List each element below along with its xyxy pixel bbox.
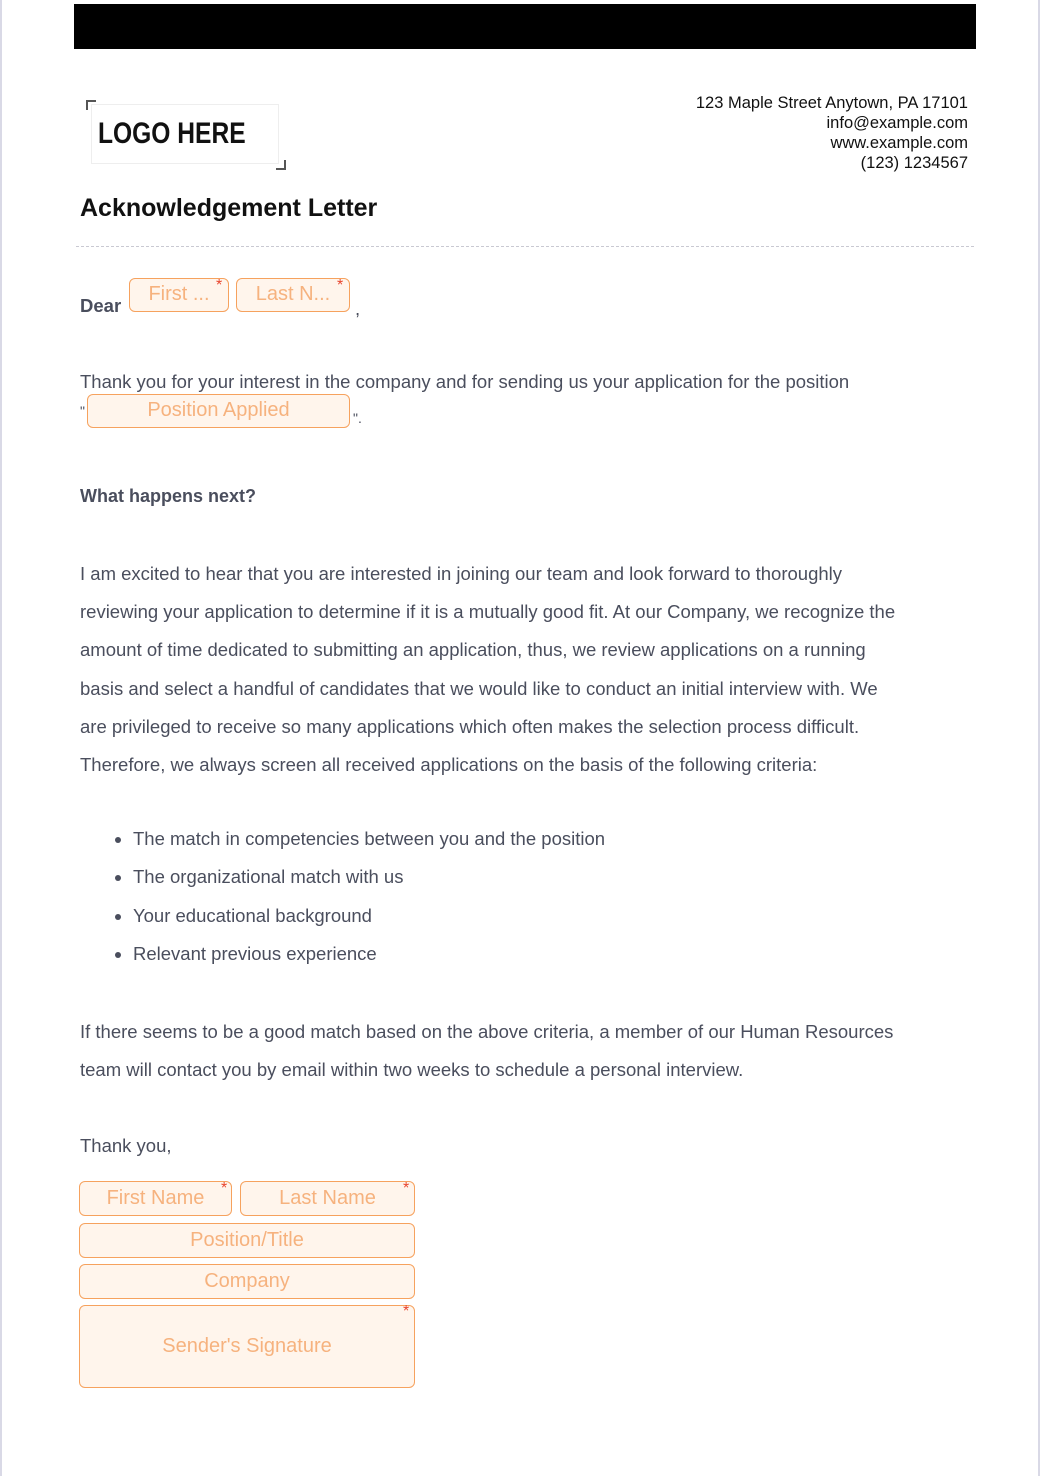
logo-text: LOGO HERE — [98, 117, 246, 150]
criteria-item: • Relevant previous experience — [133, 935, 605, 973]
recipient-first-name-field[interactable]: First ... — [129, 278, 229, 312]
required-marker: * — [216, 277, 223, 294]
paragraph-line: amount of time dedicated to submitting an application, thus, we review applications on a running — [80, 639, 866, 661]
paragraph-line: reviewing your application to determine if it is a mutually good fit. At our Company, we recognize the — [80, 601, 896, 623]
sender-last-name-field[interactable]: Last Name — [240, 1181, 415, 1216]
recipient-last-name-field[interactable]: Last N... — [236, 278, 350, 312]
closing-paragraph — [80, 1013, 970, 1089]
required-marker: * — [221, 1180, 228, 1197]
greeting-dear: Dear — [80, 295, 122, 316]
criteria-item: • The organizational match with us — [133, 858, 605, 896]
sender-first-name-field[interactable]: First Name — [79, 1181, 232, 1216]
paragraph-line: team will contact you by email within two weeks to schedule a personal interview. — [80, 1059, 744, 1081]
logo-placeholder[interactable] — [86, 100, 286, 170]
paragraph-line: basis and select a handful of candidates that we would like to conduct an initial interview with. We — [80, 677, 878, 699]
main-paragraph — [80, 555, 970, 784]
next-heading: What happens next? — [80, 486, 257, 506]
paragraph-line: If there seems to be a good match based on the above criteria, a member of our Human Resources — [80, 1021, 894, 1042]
paragraph-line: I am excited to hear that you are interested in joining our team and look forward to thoroughly — [80, 563, 843, 584]
page-title: Acknowledgement Letter — [80, 194, 378, 222]
sender-signature-field[interactable]: Sender's Signature — [79, 1305, 415, 1388]
greeting-comma: , — [355, 298, 361, 319]
close-quote: ". — [353, 410, 362, 426]
criteria-list — [80, 820, 605, 973]
required-marker: * — [403, 1303, 410, 1320]
sender-address — [696, 93, 968, 173]
phone-line: (123) 1234567 — [860, 154, 968, 172]
open-quote: " — [80, 403, 85, 419]
criteria-item: • Your educational background — [133, 897, 605, 935]
website-line: www.example.com — [830, 134, 968, 152]
paragraph-line: Therefore, we always screen all received applications on the basis of the following criteria: — [80, 754, 818, 776]
email-line: info@example.com — [826, 114, 968, 132]
intro-text: Thank you for your interest in the company and for sending us your application for the position — [80, 371, 850, 392]
header-bar — [74, 4, 976, 49]
sign-off: Thank you, — [80, 1135, 172, 1156]
sender-company-field[interactable]: Company — [79, 1264, 415, 1299]
position-applied-field[interactable]: Position Applied — [87, 394, 350, 428]
sender-position-field[interactable]: Position/Title — [79, 1223, 415, 1258]
paragraph-line: are privileged to receive so many applications which often makes the selection process difficult. — [80, 715, 860, 737]
divider — [76, 246, 974, 247]
address-line: 123 Maple Street Anytown, PA 17101 — [695, 94, 968, 112]
required-marker: * — [403, 1180, 410, 1197]
logo — [91, 104, 279, 164]
required-marker: * — [337, 277, 344, 294]
criteria-item: • The match in competencies between you and the position — [133, 820, 605, 858]
